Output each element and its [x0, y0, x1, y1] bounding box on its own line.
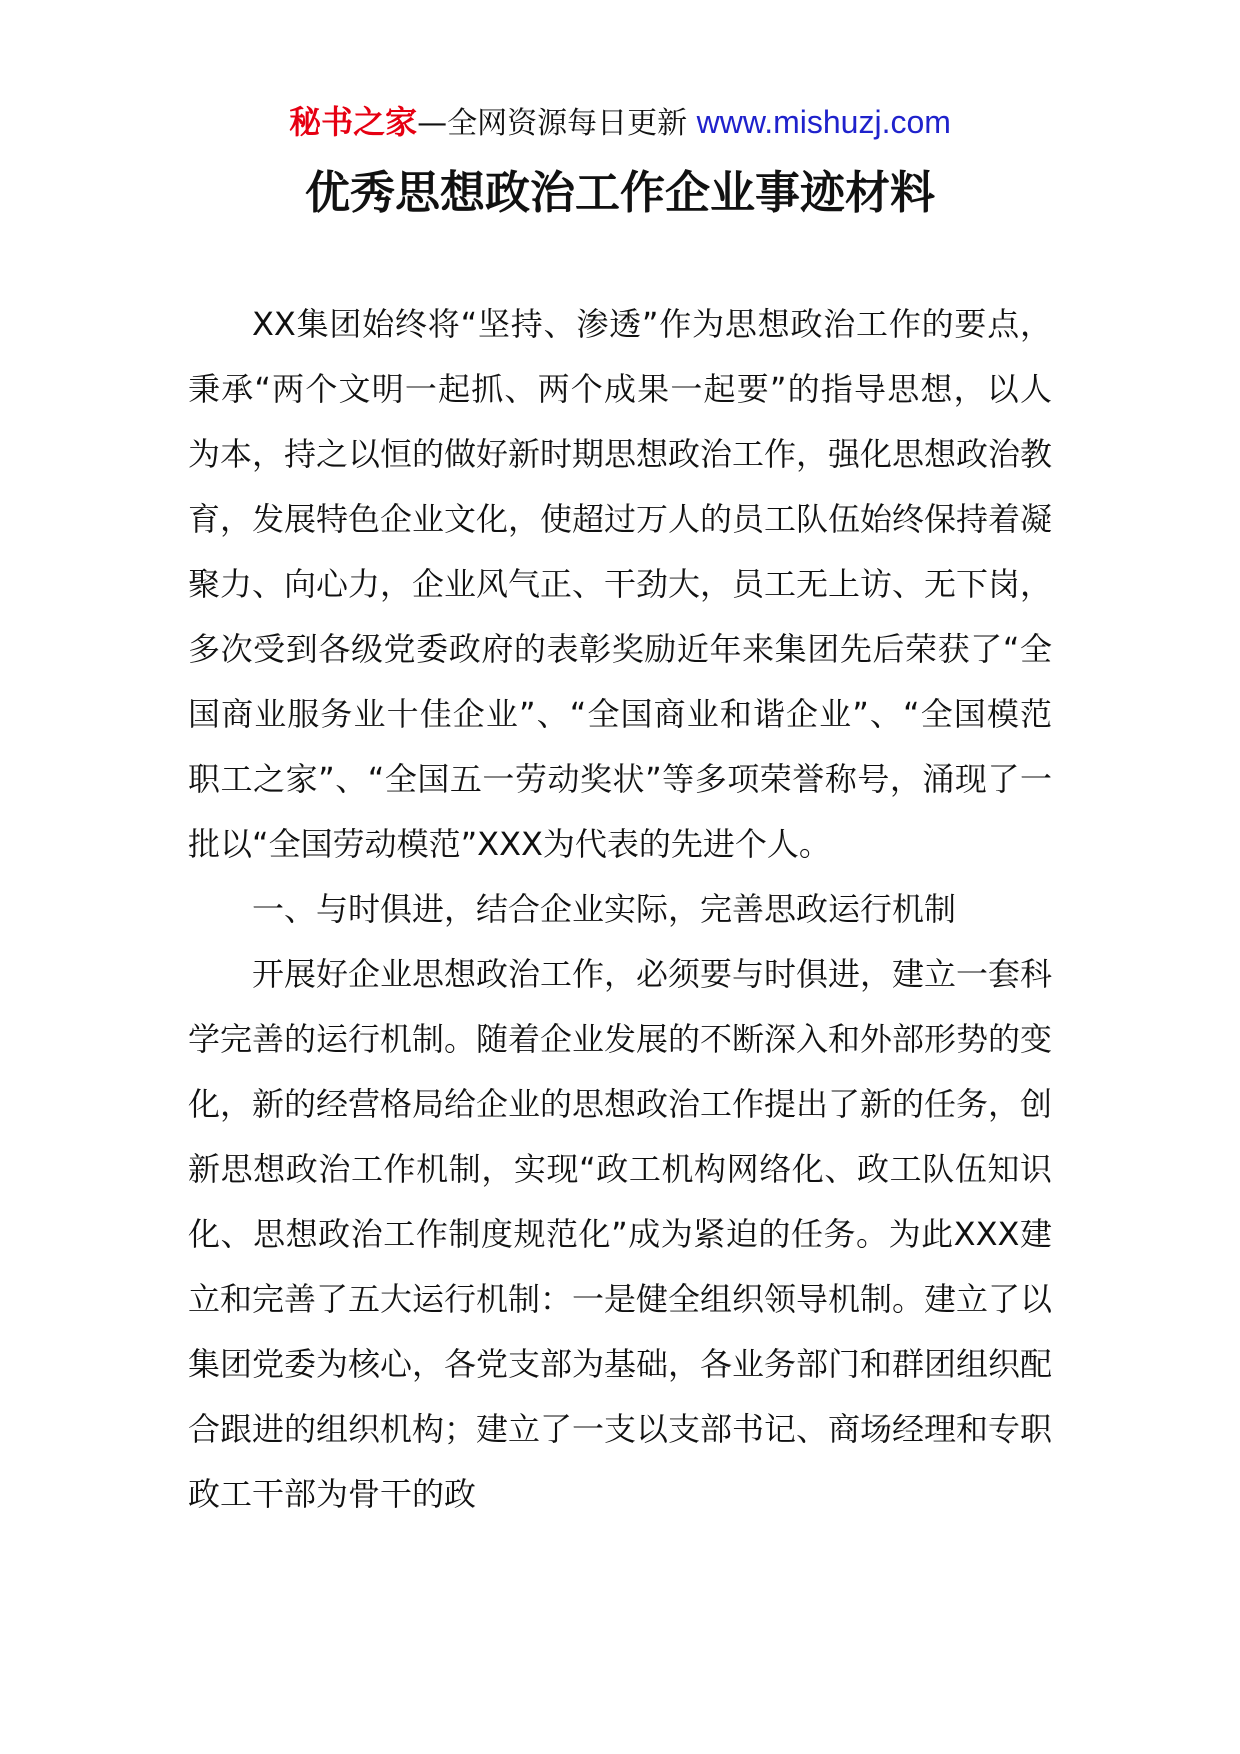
site-header [0, 100, 1240, 146]
document-body [188, 292, 1052, 1527]
section-heading: 一、与时俱进，结合企业实际，完善思政运行机制 [252, 890, 957, 928]
site-url-link[interactable]: www.mishuzj.com [696, 104, 951, 140]
site-brand: 秘书之家 [289, 103, 418, 141]
document-title: 优秀思想政治工作企业事迹材料 [304, 166, 935, 219]
site-tagline: —全网资源每日更新 [417, 106, 688, 141]
body-paragraph: 开展好企业思想政治工作，必须要与时俱进，建立一套科学完善的运行机制。随着企业发展的不断深入和外部形势的变化，新的经营格局给企业的思想政治工作提出了新的任务，创新思想政治工作机制，实现“政工机构网络化、政工队伍知识化、思想政治工作制度规范化”成为紧迫的任务。为此XXX建立和完善了五大运行机制：一是健全组织领导机制。建立了以集团党委为核心，各党支部为基础，各业务部门和群团组织配合跟进的组织机构；建立了一支以支部书记、商场经理和专职政工干部为骨干的政 [188, 955, 1053, 1513]
intro-paragraph: XX集团始终将“坚持、渗透”作为思想政治工作的要点，秉承“两个文明一起抓、两个成果一起要”的指导思想，以人为本，持之以恒的做好新时期思想政治工作，强化思想政治教育，发展特色企业文化，使超过万人的员工队伍始终保持着凝聚力、向心力，企业风气正、干劲大，员工无上访、无下岗，多次受到各级党委政府的表彰奖励近年来集团先后荣获了“全国商业服务业十佳企业”、“全国商业和谐企业”、“全国模范职工之家”、“全国五一劳动奖状”等多项荣誉称号，涌现了一批以“全国劳动模范”XXX为代表的先进个人。 [188, 305, 1053, 863]
